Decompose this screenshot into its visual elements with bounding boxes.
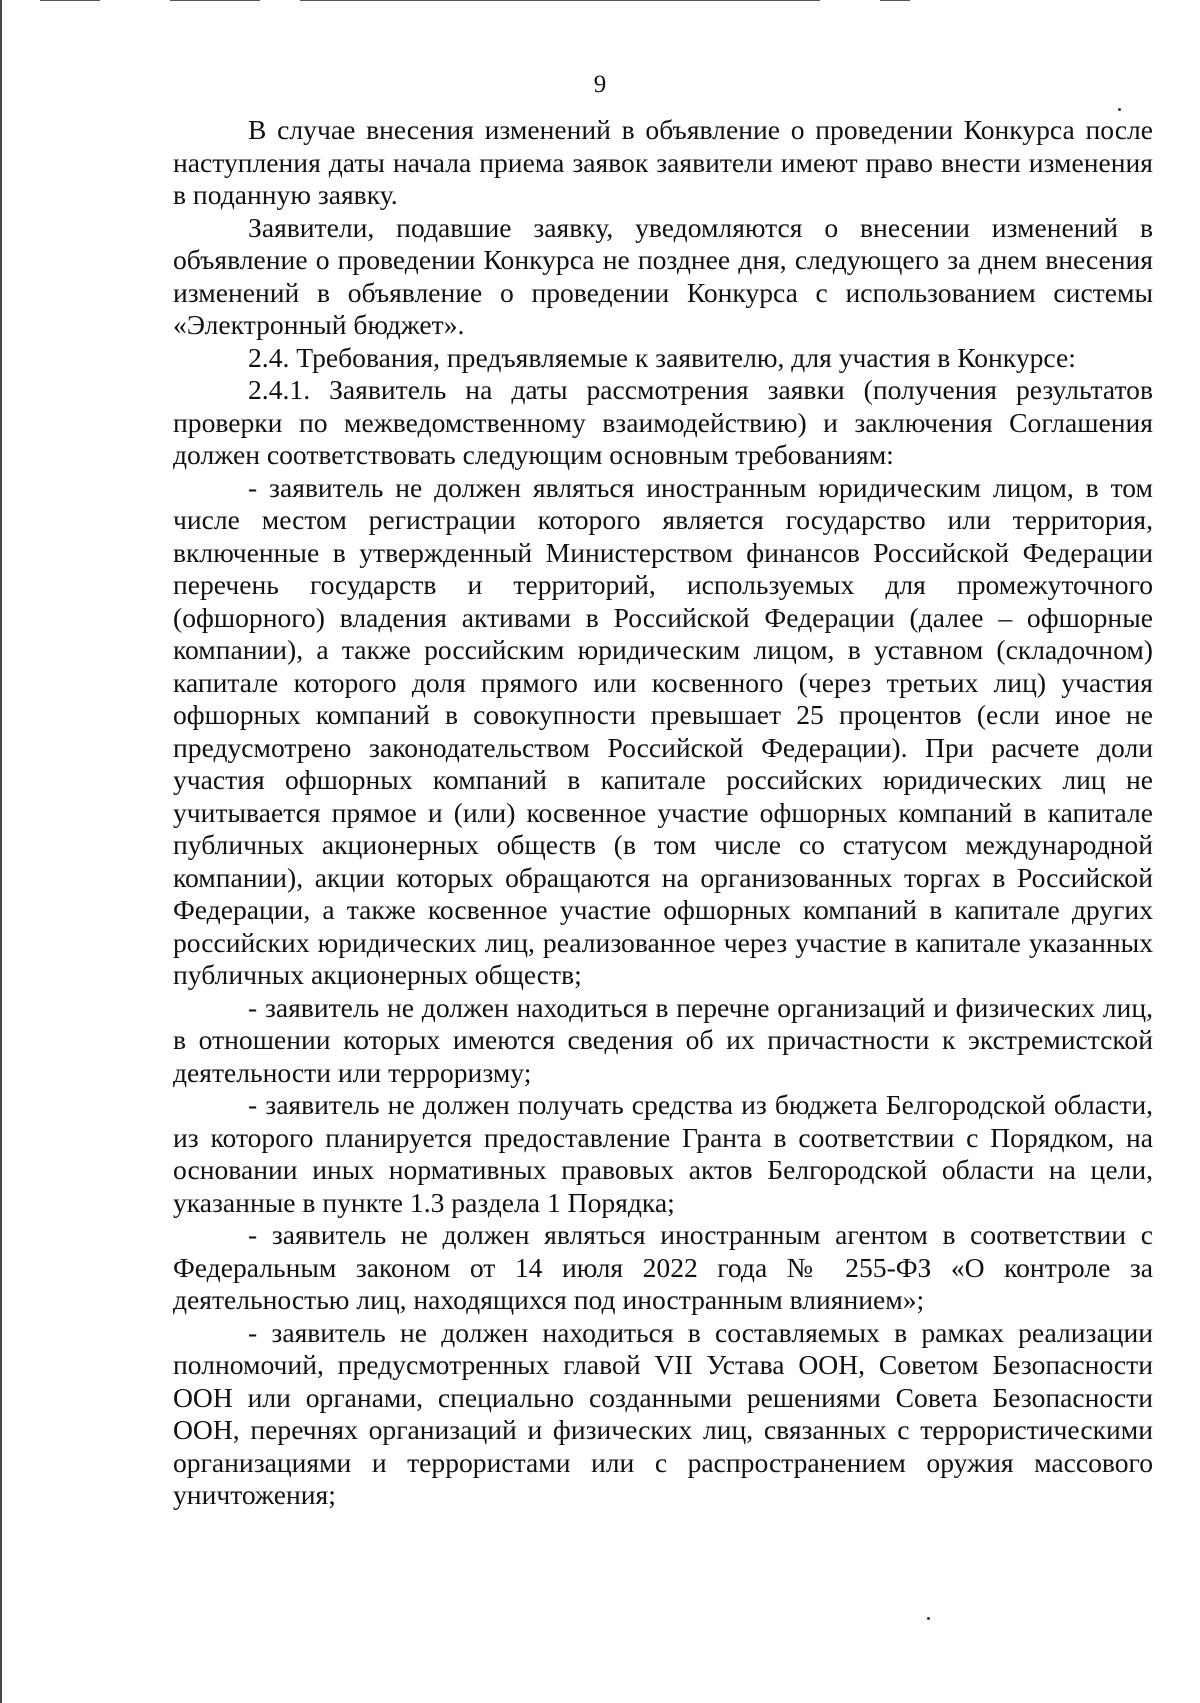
- page-number: 9: [593, 71, 607, 98]
- paragraph: - заявитель не должен получать средства из бюджета Белгородской области, из которого планируется предоставление Гранта в соответствии с Порядком, на основании иных нормативных правовых актов Белгородской области на цели, указанные в пункте 1.3 раздела 1 Порядка;: [173, 1089, 1153, 1218]
- paragraph: В случае внесения изменений в объявление о проведении Конкурса после наступления даты начала приема заявок заявители имеют право внести изменения в поданную заявку.: [173, 114, 1153, 210]
- paragraph: - заявитель не должен являться иностранным юридическим лицом, в том числе местом регистрации которого является государство или территория, включенные в утвержденный Министерством финансов Российской Федерации перечень государств и территорий, используемых для промежуточного (офшорного) владения активами в Российской Федерации (далее – офшорные компании), а также российским юридическим лицом, в уставном (складочном) капитале которого доля прямого или косвенного (через третьих лиц) участия офшорных компаний в совокупности превышает 25 процентов (если иное не предусмотрено законодательством Российской Федерации). При расчете доли участия офшорных компаний в капитале российских юридических лиц не учитывается прямое и (или) косвенное участие офшорных компаний в капитале публичных акционерных обществ (в том числе со статусом международной компании), акции которых обращаются на организованных торгах в Российской Федерации, а также косвенное участие офшорных компаний в капитале других российских юридических лиц, реализованное через участие в капитале указанных публичных акционерных обществ;: [173, 471, 1153, 990]
- scan-speck: [927, 1617, 930, 1620]
- document-body: [173, 114, 1153, 1512]
- paragraph: 2.4.1. Заявитель на даты рассмотрения заявки (получения результатов проверки по межведомственному взаимодействию) и заключения Соглашения должен соответствовать следующим основным требованиям:: [173, 374, 1153, 470]
- paragraph: - заявитель не должен находиться в составляемых в рамках реализации полномочий, предусмотренных главой VII Устава ООН, Советом Безопасности ООН или органами, специально созданными решениями Совета Безопасности ООН, перечнях организаций и физических лиц, связанных с террористическими организациями и террористами или с распространением оружия массового уничтожения;: [173, 1316, 1153, 1510]
- paragraph: Заявители, подавшие заявку, уведомляются о внесении изменений в объявление о проведении Конкурса не позднее дня, следующего за днем внесения изменений в объявление о проведении Конкурса с использованием системы «Электронный бюджет».: [173, 211, 1153, 340]
- paragraph: - заявитель не должен являться иностранным агентом в соответствии с Федеральным законом от 14 июля 2022 года № 255-ФЗ «О контроле за деятельностью лиц, находящихся под иностранным влиянием»;: [173, 1219, 1153, 1315]
- scan-left-edge: [0, 0, 2, 1703]
- scan-top-edge: [0, 0, 1200, 2]
- scan-speck: [1118, 108, 1121, 111]
- paragraph: - заявитель не должен находиться в перечне организаций и физических лиц, в отношении которых имеются сведения об их причастности к экстремистской деятельности или терроризму;: [173, 991, 1153, 1088]
- paragraph: 2.4. Требования, предъявляемые к заявителю, для участия в Конкурсе:: [248, 341, 1076, 373]
